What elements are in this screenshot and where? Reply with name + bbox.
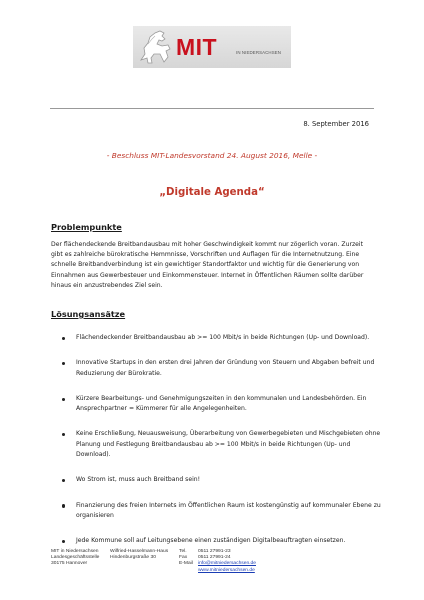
email-label: E-Mail (179, 561, 193, 567)
footer-building (110, 549, 168, 561)
list-item-text: Finanzierung des freien Internets im Öffentlichen Raum ist kostengünstig auf kommunaler Ebene zu organisieren (76, 501, 381, 519)
footer-building-name: Wilfried-Hasselmann-Haus (110, 549, 169, 554)
solutions-heading: Lösungsansätze (51, 309, 126, 319)
footer-office: Landesgeschäftsstelle (51, 555, 100, 561)
mit-logo (133, 26, 291, 68)
footer-org: MIT in Niedersachsen (51, 549, 99, 554)
bullet-icon (62, 540, 65, 543)
bullet-icon (62, 433, 65, 436)
bullet-icon (62, 504, 65, 507)
footer-street: Hindenburgstraße 30 (110, 555, 156, 561)
bullet-icon (62, 337, 65, 340)
list-item (62, 358, 382, 379)
list-item-text: Jede Kommune soll auf Leitungsebene einen zuständigen Digitalbeauftragten einsetzen. (76, 537, 346, 545)
fax-value: 0511 27991-24 (198, 555, 231, 561)
problems-paragraph: Der flächendeckende Breitbandausbau mit hoher Geschwindigkeit kommt nur zögerlich voran. Zurzeit gibt es zahlreiche bürokratische Hemmnisse, Vorschriften und Auflagen für die Internetnutzung. Eine schnelle Breitbandverbindung ist ein gewichtiger Standortfaktor und wichtig für die Generierung von Einnahmen aus Gewerbesteuer und Einkommensteuer. Internet in Öffentlichen Räumen sollte darüber hinaus ein anzustrebendes Ziel sein. (51, 241, 364, 289)
list-item-text: Wo Strom ist, muss auch Breitband sein! (76, 476, 201, 484)
email-link[interactable]: info@mitniedersachsen.de (198, 561, 256, 567)
list-item (62, 394, 382, 415)
footer-address (51, 549, 99, 568)
list-item-text: Innovative Startups in den ersten drei Jahren der Gründung von Steuern und Abgaben befreit und Reduzierung der Bürokratie. (76, 359, 375, 377)
list-item (62, 536, 382, 546)
bullet-icon (62, 398, 65, 401)
list-item (62, 475, 382, 485)
horse-icon (135, 27, 175, 67)
bullet-icon (62, 479, 65, 482)
resolution-subtitle: - Beschluss MIT-Landesvorstand 24. August 2016, Melle - (106, 151, 318, 160)
document-title: „Digitale Agenda“ (159, 187, 265, 198)
bullet-icon (62, 362, 65, 365)
footer-contact-labels (179, 549, 193, 568)
list-item-text: Keine Erschließung, Neuausweisung, Überarbeitung von Gewerbegebieten und Mischgebieten ohne Planung und Festlegung Breitbandausbau ab >= 100 Mbit/s in beide Richtungen (Up- und Download). (76, 430, 381, 459)
list-item (62, 333, 382, 343)
header-divider (50, 108, 374, 109)
tel-value: 0511 27991-23 (198, 549, 231, 554)
list-item-text: Flächendeckender Breitbandausbau ab >= 100 Mbit/s in beide Richtungen (Up- und Download). (76, 334, 370, 341)
footer-contact-values (198, 549, 256, 574)
tel-label: Tel. (179, 549, 187, 554)
problems-heading: Problempunkte (51, 222, 122, 232)
document-date: 8. September 2016 (303, 120, 369, 128)
website-link[interactable]: www.mitniedersachsen.de (198, 567, 255, 573)
list-item (62, 501, 382, 522)
footer-city: 30175 Hannover (51, 561, 88, 567)
solutions-list (62, 333, 382, 547)
logo-subtext: IN NIEDERSACHSEN (236, 50, 282, 55)
list-item-text: Kürzere Bearbeitungs- und Genehmigungszeiten in den kommunalen und Landesbehörden. Ein Ansprechpartner = Kümmerer für alle Angelegenheiten. (76, 394, 367, 413)
fax-label: Fax (179, 555, 188, 561)
logo-wordmark: MIT (176, 34, 218, 60)
list-item (62, 429, 382, 460)
